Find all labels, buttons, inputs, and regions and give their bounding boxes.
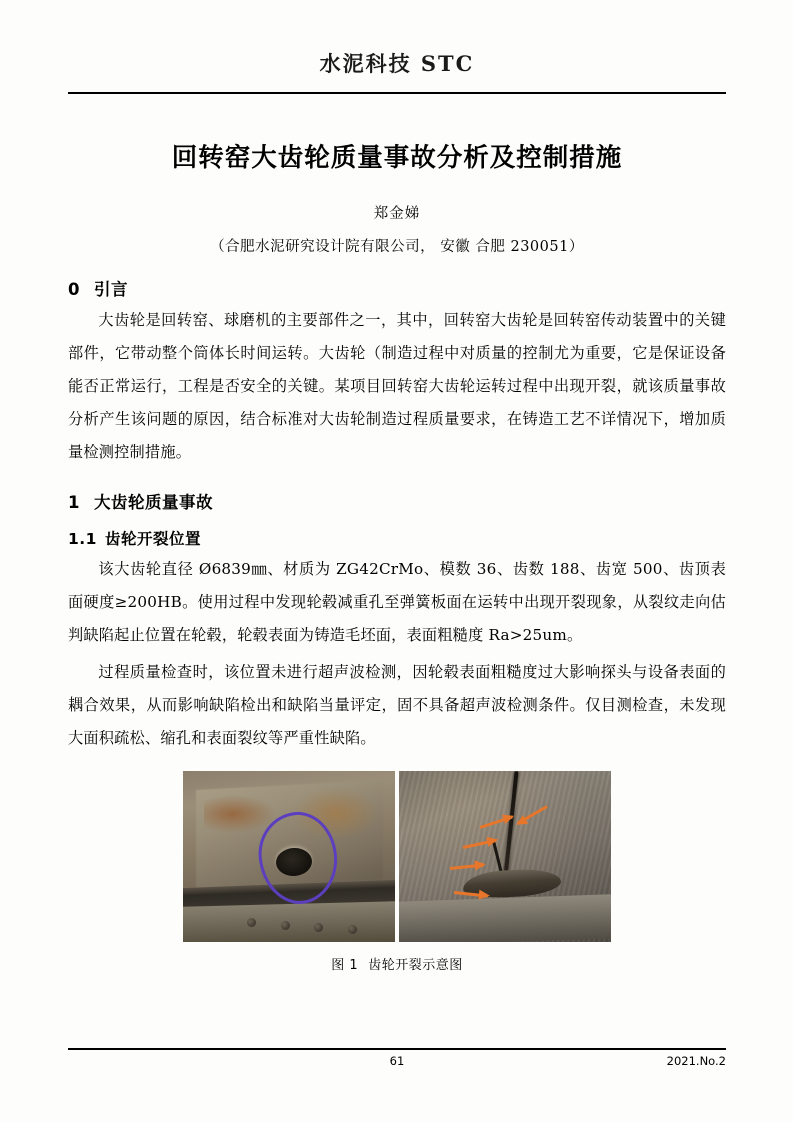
section-title-0: 引言 bbox=[93, 280, 128, 299]
photo-right-lower-surface bbox=[399, 894, 611, 942]
subsection-heading-1-1 bbox=[68, 527, 726, 549]
page-title: 回转窑大齿轮质量事故分析及控制措施 bbox=[171, 143, 623, 173]
header-divider bbox=[68, 92, 726, 94]
figure-1-caption bbox=[68, 954, 726, 973]
figure-1-caption-number: 图 1 bbox=[331, 958, 359, 973]
photo-left-bolt-2 bbox=[281, 921, 290, 930]
figure-1-photo-left bbox=[183, 771, 395, 942]
photo-left-rust-patch-1 bbox=[204, 795, 276, 833]
subsection-title-1-1: 齿轮开裂位置 bbox=[104, 530, 201, 548]
page-number: 61 bbox=[389, 1054, 405, 1068]
figure-1-images bbox=[68, 771, 726, 942]
section-0-paragraph-0: 大齿轮是回转窑、球磨机的主要部件之一，其中，回转窑大齿轮是回转窑传动装置中的关键部件，它带动整个筒体长时间运转。大齿轮（制造过程中对质量的控制尤为重要，它是保证设备能否正常运行，工程是否安全的关键。某项目回转窑大齿轮运转过程中出现开裂，就该质量事故分析产生该问题的原因，结合标准对大齿轮制造过程质量要求，在铸造工艺不详情况下，增加质量检测控制措施。 bbox=[68, 311, 726, 461]
figure-1-caption-text: 齿轮开裂示意图 bbox=[368, 958, 463, 973]
journal-header: 水泥科技 STC bbox=[319, 51, 475, 76]
section-title-1: 大齿轮质量事故 bbox=[93, 493, 213, 512]
subsection-paragraph-0: 该大齿轮直径 Ø6839㎜、材质为 ZG42CrMo、模数 36、齿数 188、齿宽 500、齿顶表面硬度≥200HB。使用过程中发现轮毂减重孔至弹簧板面在运转中出现开裂现象，从裂纹走向估判缺陷起止位置在轮毂，轮毂表面为铸造毛坯面，表面粗糙度 Ra>25um。 bbox=[68, 560, 726, 644]
footer-divider bbox=[68, 1048, 726, 1050]
figure-1-photo-right bbox=[399, 771, 611, 942]
section-number-0: 0 bbox=[68, 280, 80, 299]
section-heading-0 bbox=[68, 276, 726, 300]
issue-label: 2021.No.2 bbox=[666, 1054, 726, 1068]
subsection-paragraph-1: 过程质量检查时，该位置未进行超声波检测，因轮毂表面粗糙度过大影响探头与设备表面的耦合效果，从而影响缺陷检出和缺陷当量评定，固不具备超声波检测条件。仅目测检查，未发现大面积疏松、缩孔和表面裂纹等严重性缺陷。 bbox=[68, 663, 726, 747]
author-affiliation: （合肥水泥研究设计院有限公司， 安徽 合肥 230051） bbox=[210, 239, 584, 255]
section-heading-1 bbox=[68, 489, 726, 513]
author-name: 郑金娣 bbox=[373, 206, 421, 222]
subsection-number-1-1: 1.1 bbox=[68, 530, 97, 548]
photo-left-bolt-1 bbox=[247, 918, 256, 927]
page-content bbox=[68, 0, 726, 973]
figure-1 bbox=[68, 771, 726, 973]
section-number-1: 1 bbox=[68, 493, 80, 512]
